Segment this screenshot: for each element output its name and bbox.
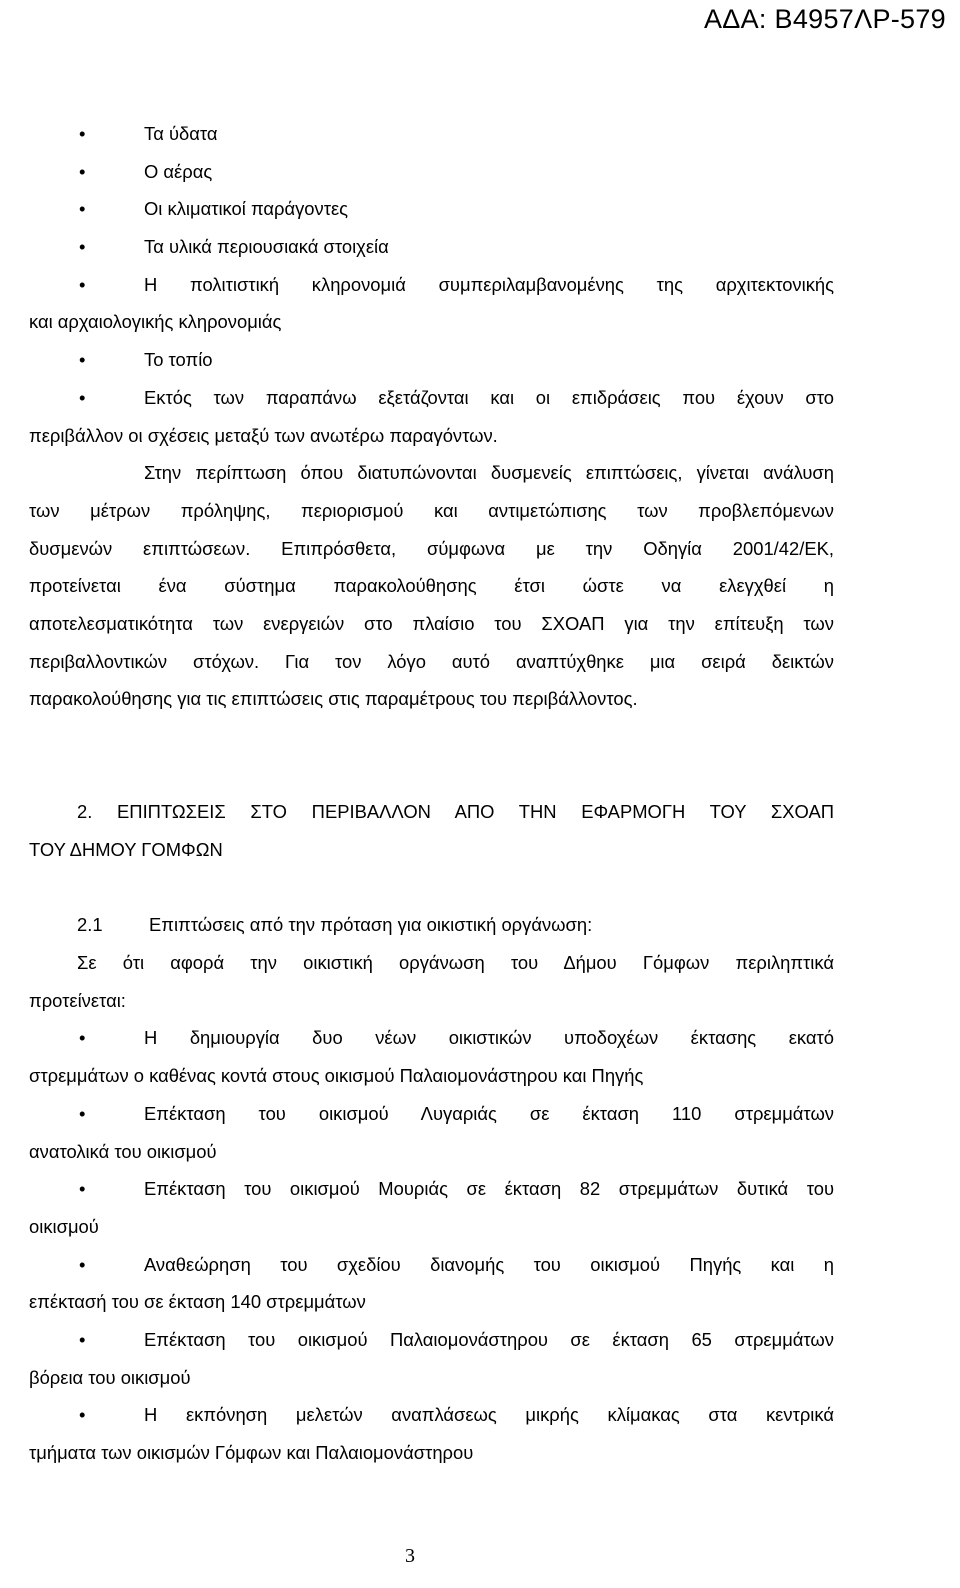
- list-item-continuation: στρεμμάτων ο καθένας κοντά στους οικισμού Παλαιομονάστηρου και Πηγής: [29, 1065, 644, 1087]
- list-item-continuation: τμήματα των οικισμών Γόμφων και Παλαιομονάστηρου: [29, 1442, 474, 1463]
- list-item: [29, 266, 834, 304]
- bullet-icon: •: [79, 1178, 86, 1200]
- ada-code: ΑΔΑ: Β4957ΛΡ-579: [703, 4, 946, 34]
- list-item-text: Επέκταση του οικισμού Λυγαριάς σε έκταση 110 στρεμμάτων: [144, 1102, 834, 1124]
- subsection-number: 2.1: [77, 914, 103, 936]
- bullet-icon: •: [79, 386, 86, 408]
- subsection-heading: [29, 906, 834, 944]
- paragraph-line: Στην περίπτωση όπου διατυπώνονται δυσμενείς επιπτώσεις, γίνεται ανάλυση: [144, 462, 834, 484]
- section-heading: 2. ΕΠΙΠΤΩΣΕΙΣ ΣΤΟ ΠΕΡΙΒΑΛΛΟΝ ΑΠΟ ΤΗΝ ΕΦΑΡΜΟΓΗ ΤΟΥ ΣΧΟΑΠ: [77, 801, 834, 822]
- list-item-text: Ο αέρας: [144, 160, 213, 182]
- subsection-title: Επιπτώσεις από την πρόταση για οικιστική οργάνωση:: [149, 914, 593, 936]
- document-body: [29, 115, 834, 1472]
- list-item: [29, 1321, 834, 1359]
- list-item: [29, 341, 834, 379]
- paragraph-line: των μέτρων πρόληψης, περιορισμού και αντιμετώπισης των προβλεπόμενων: [29, 499, 834, 521]
- paragraph-line: περιβαλλοντικών στόχων. Για τον λόγο αυτό αναπτύχθηκε μια σειρά δεικτών: [29, 650, 834, 672]
- list-item-text: Η εκπόνηση μελετών αναπλάσεως μικρής κλίμακας στα κεντρικά: [144, 1404, 834, 1426]
- bullet-icon: •: [79, 160, 86, 182]
- paragraph-line: παρακολούθησης για τις επιπτώσεις στις παραμέτρους του περιβάλλοντος.: [29, 688, 638, 710]
- bullet-icon: •: [79, 349, 86, 371]
- bullet-icon: •: [79, 1253, 86, 1275]
- intro-line: προτείνεται:: [29, 989, 126, 1011]
- list-item: [29, 1170, 834, 1208]
- list-item-text: Οι κλιματικοί παράγοντες: [144, 198, 349, 220]
- bullet-icon: •: [79, 273, 86, 295]
- list-item-continuation: επέκτασή του σε έκταση 140 στρεμμάτων: [29, 1291, 366, 1313]
- list-item-text: Επέκταση του οικισμού Μουριάς σε έκταση 82 στρεμμάτων δυτικά του: [144, 1178, 834, 1200]
- list-item: [29, 379, 834, 417]
- list-item-continuation: περιβάλλον οι σχέσεις μεταξύ των ανωτέρω παραγόντων.: [29, 424, 498, 446]
- intro-line: Σε ότι αφορά την οικιστική οργάνωση του Δήμου Γόμφων περιληπτικά: [77, 952, 834, 974]
- list-item-text: Εκτός των παραπάνω εξετάζονται και οι επιδράσεις που έχουν στο: [144, 386, 834, 408]
- bullet-icon: •: [79, 198, 86, 220]
- list-item: [29, 153, 834, 191]
- bullet-icon: •: [79, 1404, 86, 1426]
- list-item: [29, 1095, 834, 1133]
- section-heading-cont: ΤΟΥ ΔΗΜΟΥ ΓΟΜΦΩΝ: [29, 838, 223, 860]
- list-item-text: Αναθεώρηση του σχεδίου διανομής του οικισμού Πηγής και η: [144, 1253, 834, 1275]
- list-item: [29, 190, 834, 228]
- paragraph-line: προτείνεται ένα σύστημα παρακολούθησης έτσι ώστε να ελεγχθεί η: [29, 575, 834, 597]
- list-item-text: Η πολιτιστική κληρονομιά συμπεριλαμβανομένης της αρχιτεκτονικής: [144, 273, 834, 295]
- list-item-continuation: βόρεια του οικισμού: [29, 1366, 191, 1388]
- list-item-text: Τα ύδατα: [144, 123, 218, 144]
- bullet-icon: •: [79, 123, 86, 144]
- list-item: [29, 1246, 834, 1284]
- list-item-continuation: ανατολικά του οικισμού: [29, 1140, 217, 1162]
- paragraph-line: αποτελεσματικότητα των ενεργειών στο πλαίσιο του ΣΧΟΑΠ για την επίτευξη των: [29, 612, 834, 634]
- list-item-text: Το τοπίο: [144, 349, 213, 371]
- list-item: [29, 115, 834, 153]
- page-number: 3: [405, 1545, 415, 1567]
- bullet-icon: •: [79, 236, 86, 258]
- list-item-text: Τα υλικά περιουσιακά στοιχεία: [144, 236, 389, 258]
- list-item: [29, 1019, 834, 1057]
- list-item: [29, 228, 834, 266]
- list-item-continuation: οικισμού: [29, 1215, 99, 1237]
- bullet-icon: •: [79, 1102, 86, 1124]
- paragraph-line: δυσμενών επιπτώσεων. Επιπρόσθετα, σύμφωνα με την Οδηγία 2001/42/ΕΚ,: [29, 537, 834, 559]
- bullet-icon: •: [79, 1328, 86, 1350]
- bullet-icon: •: [79, 1027, 86, 1049]
- list-item-text: Η δημιουργία δυο νέων οικιστικών υποδοχέων έκτασης εκατό: [144, 1027, 834, 1049]
- list-item-continuation: και αρχαιολογικής κληρονομιάς: [29, 311, 282, 333]
- list-item-text: Επέκταση του οικισμού Παλαιομονάστηρου σε έκταση 65 στρεμμάτων: [144, 1328, 834, 1350]
- list-item: [29, 1396, 834, 1434]
